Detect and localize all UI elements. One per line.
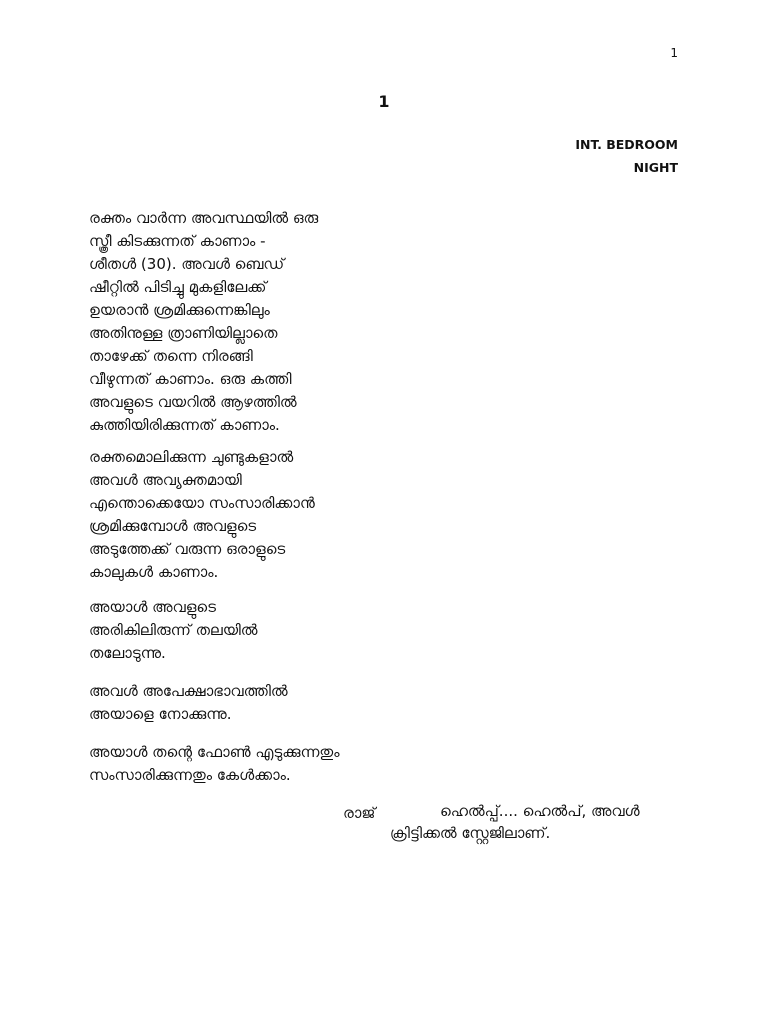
action-paragraph [89,741,389,787]
action-line: താഴേക്ക് തന്നെ നിരങ്ങി [89,347,253,365]
action-paragraph [89,207,389,437]
action-line: അവളുടെ വയറിൽ ആഴത്തിൽ [89,393,297,411]
action-paragraph [89,680,389,726]
action-line: രക്തമൊലിക്കുന്ന ചുണ്ടുകളാൽ [89,448,294,466]
action-line: അവൾ അപേക്ഷാഭാവത്തിൽ [89,682,288,700]
action-line: അവൾ അവ്യക്തമായി [89,471,242,489]
action-line: അതിനുള്ള ത്രാണിയില്ലാതെ [89,324,278,342]
action-line: രക്തം വാർന്ന അവസ്ഥയിൽ ഒരു [89,209,319,227]
dialogue-line: ഹെൽപ്പ്.... ഹെൽപ്, അവൾ [440,802,640,820]
action-line: സ്ത്രീ കിടക്കുന്നത് കാണാം - [89,232,266,250]
action-line: ഉയരാൻ ശ്രമിക്കുന്നെങ്കിലും [89,301,270,319]
action-line: തലോടുന്നു. [89,644,166,662]
action-line: കാലുകൾ കാണാം. [89,563,219,581]
action-line: അയാളെ നോക്കുന്നു. [89,705,232,723]
action-line: അയാൾ തന്റെ ഫോൺ എടുക്കുന്നതും [89,743,340,761]
action-line: കുത്തിയിരിക്കുന്നത് കാണാം. [89,416,280,434]
scene-number: 1 [378,92,390,111]
slugline-time: NIGHT [633,160,678,175]
action-line: അടുത്തേക്ക് വരുന്ന ഒരാളുടെ [89,540,286,558]
action-paragraph [89,446,389,584]
action-paragraph [89,596,389,665]
action-line: അയാൾ അവളുടെ [89,598,216,616]
dialogue-speech [390,800,640,844]
dialogue-character: രാജ് [343,804,376,822]
action-line: വീഴുന്നത് കാണാം. ഒരു കത്തി [89,370,292,388]
slugline-location: INT. BEDROOM [575,137,678,152]
action-line: ശ്രമിക്കുമ്പോൾ അവളുടെ [89,517,257,535]
action-line: എന്തൊക്കെയോ സംസാരിക്കാൻ [89,494,315,512]
action-line: ശീതൾ (30). അവൾ ബെഡ് [89,255,285,273]
action-line: ഷീറ്റിൽ പിടിച്ചു മുകളിലേക്ക് [89,278,267,296]
dialogue-line: ക്രിട്ടിക്കൽ സ്റ്റേജിലാണ്. [390,824,551,842]
page-number: 1 [670,46,678,60]
action-line: അരികിലിരുന്ന് തലയിൽ [89,621,258,639]
action-line: സംസാരിക്കുന്നതും കേൾക്കാം. [89,766,291,784]
